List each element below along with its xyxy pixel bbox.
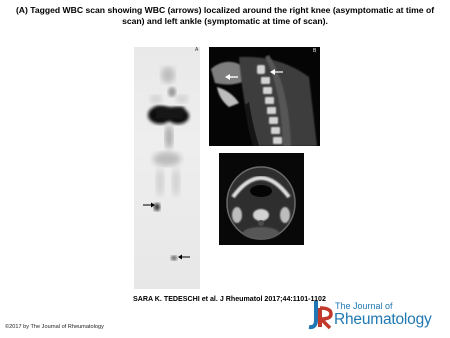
panel-b-label: B <box>313 48 317 54</box>
knee-arrow <box>142 201 156 209</box>
jr-monogram-icon <box>306 298 334 330</box>
panel-a-label: A <box>195 47 199 53</box>
ct-left-arrow <box>224 72 240 82</box>
figure-caption: (A) Tagged WBC scan showing WBC (arrows) localized around the right knee (asymptomatic at time of scan) and left ankle (symptomatic at time of scan). <box>15 5 435 27</box>
ct-right-arrow <box>269 67 285 77</box>
wbc-scan-image <box>134 47 200 289</box>
citation: SARA K. TEDESCHI et al. J Rheumatol 2017;44:1101-1102 <box>133 295 326 303</box>
journal-name-text: Rheumatology <box>334 311 432 328</box>
ct-sagittal-drawing <box>209 47 320 146</box>
copyright-text: ©2017 by The Journal of Rheumatology <box>5 324 104 330</box>
journal-the-text: The Journal of <box>335 301 393 311</box>
ct-axial-image <box>219 153 304 245</box>
ct-axial-drawing <box>219 153 304 245</box>
ankle-arrow <box>177 253 191 261</box>
ct-sagittal-image <box>209 47 320 146</box>
